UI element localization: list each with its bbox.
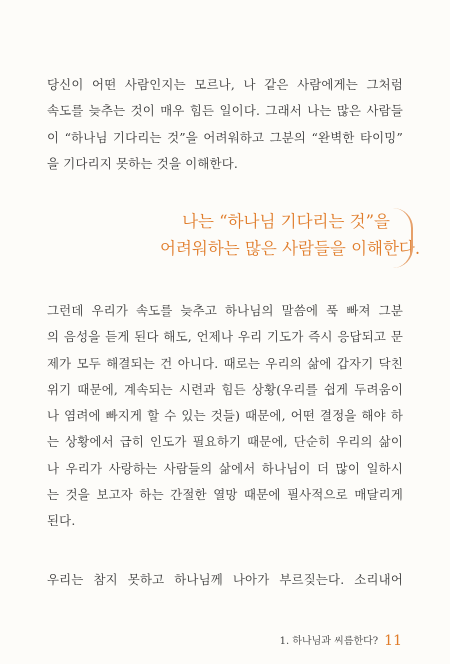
paragraph-2-line: 나 우리가 사랑하는 사람들의 삶에서 하나님이 더 많이 일하시 (47, 460, 403, 476)
paragraph-2-line: 위기 때문에, 계속되는 시련과 힘든 상황(우리를 쉽게 두려움이 (47, 381, 403, 397)
paragraph-2-line: 나 염려에 빠지게 할 수 있는 것들) 때문에, 어떤 결정을 해야 하 (47, 408, 403, 424)
paragraph-2-line: 는 상황에서 급히 인도가 필요하기 때문에, 단순히 우리의 삶이 (47, 434, 403, 450)
page-number: 11 (384, 633, 402, 649)
pull-quote-line: 어려워하는 많은 사람들을 이해한다. (160, 239, 421, 258)
paragraph-2-line: 는 것을 보고자 하는 간절한 열망 때문에 필사적으로 매달리게 (47, 487, 403, 503)
paragraph-1-line: 속도를 늦추는 것이 매우 힘든 일이다. 그래서 나는 많은 사람들 (47, 103, 403, 119)
paragraph-2-line: 의 음성을 듣게 된다 해도, 언제나 우리 기도가 즉시 응답되고 문 (47, 329, 403, 345)
pull-quote-line: 나는 “하나님 기다리는 것”을 (182, 212, 390, 231)
chapter-title: 1. 하나님과 씨름한다? (279, 636, 379, 647)
paragraph-2-line: 된다. (47, 513, 76, 529)
paragraph-2-line: 제가 모두 해결되는 건 아니다. 때로는 우리의 삶에 갑자기 닥친 (47, 355, 403, 371)
paragraph-1 (47, 72, 403, 177)
paragraph-1-line: 당신이 어떤 사람인지는 모르나, 나 같은 사람에게는 그처럼 (47, 77, 403, 92)
pull-quote-bracket (393, 208, 413, 268)
pull-quote (160, 208, 421, 262)
paragraph-1-line: 이 “하나님 기다리는 것”을 어려워하고 그분의 “완벽한 타이밍” (47, 129, 403, 145)
page-footer (280, 632, 402, 649)
paragraph-2-line: 그런데 우리가 속도를 늦추고 하나님의 말씀에 푹 빠져 그분 (47, 303, 403, 318)
paragraph-1-line: 을 기다리지 못하는 것을 이해한다. (47, 155, 239, 171)
paragraph-3-line: 우리는 참지 못하고 하나님께 나아가 부르짖는다. 소리내어 (47, 572, 403, 587)
paragraph-2 (47, 298, 403, 535)
paragraph-3 (47, 567, 403, 593)
